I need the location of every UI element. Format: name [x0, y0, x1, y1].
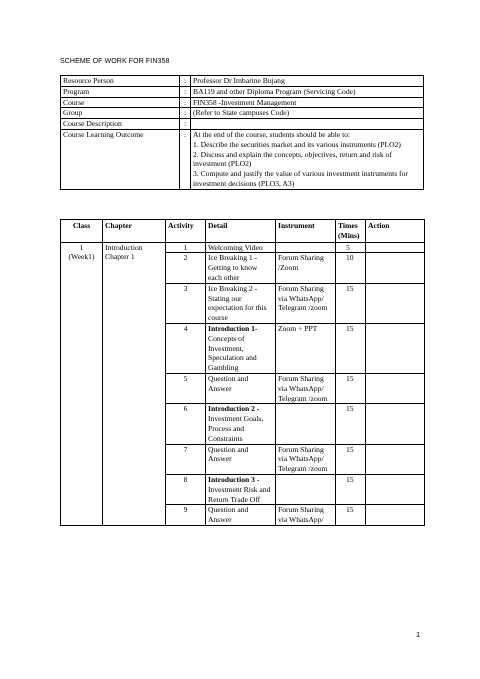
- activity-time: 15: [336, 505, 366, 526]
- detail-heading: Introduction 2 -: [208, 404, 260, 414]
- detail-heading: Introduction 3 -: [208, 474, 260, 484]
- chapter-title: Introduction: [105, 242, 143, 252]
- detail-text: Question and Answer: [208, 505, 249, 525]
- detail-text: Ice Breaking 1 - Getting to know each other: [208, 253, 258, 282]
- activity-instrument: Forum Sharing via WhatsApp/ Telegram /zoom: [276, 444, 336, 474]
- activity-time: 15: [336, 323, 366, 373]
- activity-action: [366, 283, 425, 323]
- detail-text: Concepts of Investment, Speculation and Gambling: [208, 333, 257, 373]
- header-detail: Detail: [206, 220, 276, 243]
- header-class: Class: [61, 220, 103, 243]
- class-number: 1: [79, 242, 84, 252]
- info-label: Course Description: [61, 119, 180, 130]
- document-heading: SCHEME OF WORK FOR FIN358: [60, 58, 170, 65]
- header-chapter: Chapter: [103, 220, 166, 243]
- page-number: 1: [416, 630, 421, 639]
- activity-action: [366, 404, 425, 444]
- info-label: Course Learning Outcome: [61, 129, 180, 189]
- info-colon: :: [180, 119, 191, 130]
- activity-detail: [206, 444, 276, 474]
- detail-text: Question and Answer: [208, 444, 249, 464]
- info-value: BA119 and other Diploma Program (Servicing Code): [191, 86, 424, 97]
- activity-detail: [206, 373, 276, 403]
- info-colon: :: [180, 97, 191, 108]
- info-value: (Refer to State campuses Code): [191, 108, 424, 119]
- info-label: Resource Person: [61, 76, 180, 87]
- activity-time: 15: [336, 373, 366, 403]
- header-action: Action: [366, 220, 425, 243]
- activity-detail: [206, 242, 276, 253]
- activity-action: [366, 242, 425, 253]
- info-row-resource-person: [61, 76, 424, 87]
- activity-number: 3: [166, 283, 206, 323]
- activity-instrument: [276, 474, 336, 504]
- schedule-row: [61, 242, 425, 253]
- activity-instrument: Forum Sharing via WhatsApp/ Telegram /zoom: [276, 283, 336, 323]
- activity-time: 10: [336, 253, 366, 283]
- clo-value: [191, 129, 424, 189]
- activity-number: 2: [166, 253, 206, 283]
- info-label: Course: [61, 97, 180, 108]
- activity-time: 15: [336, 283, 366, 323]
- info-row-course-description: [61, 119, 424, 130]
- activity-instrument: [276, 242, 336, 253]
- activity-number: 4: [166, 323, 206, 373]
- activity-detail: [206, 323, 276, 373]
- activity-action: [366, 444, 425, 474]
- info-colon: :: [180, 129, 191, 189]
- info-row-clo: [61, 129, 424, 189]
- info-row-course: [61, 97, 424, 108]
- activity-time: 15: [336, 404, 366, 444]
- class-week: (Week1): [68, 252, 95, 262]
- activity-time: 5: [336, 242, 366, 253]
- activity-instrument: Zoom + PPT: [276, 323, 336, 373]
- detail-text: Investment Risk and Return Trade Off: [208, 484, 271, 504]
- activity-detail: [206, 283, 276, 323]
- activity-number: 9: [166, 505, 206, 526]
- info-colon: :: [180, 108, 191, 119]
- clo-line: 1. Describe the securities market and its various instruments (PLO2): [193, 139, 401, 149]
- activity-time: 15: [336, 444, 366, 474]
- chapter-cell: [103, 242, 166, 525]
- detail-text: Ice Breaking 2 - Stating our expectation for this course: [208, 283, 267, 323]
- schedule-table: [60, 219, 425, 526]
- detail-text: Investment Goals, Process and Constraints: [208, 414, 264, 443]
- activity-detail: [206, 505, 276, 526]
- header-times: Times (Mins): [336, 220, 366, 243]
- activity-time: 15: [336, 474, 366, 504]
- schedule-header-row: [61, 220, 425, 243]
- activity-number: 5: [166, 373, 206, 403]
- header-instrument: Instrument: [276, 220, 336, 243]
- activity-number: 8: [166, 474, 206, 504]
- activity-detail: [206, 474, 276, 504]
- info-value: Professor Dr Imbarine Bujang: [191, 76, 424, 87]
- activity-number: 6: [166, 404, 206, 444]
- info-row-group: [61, 108, 424, 119]
- course-info-table: [60, 75, 424, 190]
- class-cell: [61, 242, 103, 525]
- chapter-number: Chapter 1: [105, 252, 135, 262]
- activity-instrument: Forum Sharing via WhatsApp/ Telegram /zoom: [276, 373, 336, 403]
- activity-instrument: Forum Sharing via WhatsApp/: [276, 505, 336, 526]
- activity-number: 7: [166, 444, 206, 474]
- activity-action: [366, 373, 425, 403]
- activity-instrument: [276, 404, 336, 444]
- activity-instrument: Forum Sharing /Zoom: [276, 253, 336, 283]
- activity-detail: [206, 253, 276, 283]
- activity-action: [366, 474, 425, 504]
- info-row-program: [61, 86, 424, 97]
- clo-line: 3. Compute and justify the value of various investment instruments for investment decisions (PLO3, A3): [193, 169, 408, 188]
- info-label: Group: [61, 108, 180, 119]
- detail-heading: Introduction 1-: [208, 323, 258, 333]
- info-value: FIN358 -Investment Management: [191, 97, 424, 108]
- info-value: [191, 119, 424, 130]
- clo-line: At the end of the course, students should be able to:: [193, 129, 351, 139]
- info-label: Program: [61, 86, 180, 97]
- detail-text: Welcoming Video: [208, 242, 263, 252]
- activity-detail: [206, 404, 276, 444]
- detail-text: Question and Answer: [208, 373, 249, 393]
- info-colon: :: [180, 86, 191, 97]
- activity-action: [366, 323, 425, 373]
- activity-action: [366, 505, 425, 526]
- activity-number: 1: [166, 242, 206, 253]
- info-colon: :: [180, 76, 191, 87]
- activity-action: [366, 253, 425, 283]
- clo-line: 2. Discuss and explain the concepts, objectives, return and risk of investment (PLO2): [193, 149, 392, 169]
- header-activity: Activity: [166, 220, 206, 243]
